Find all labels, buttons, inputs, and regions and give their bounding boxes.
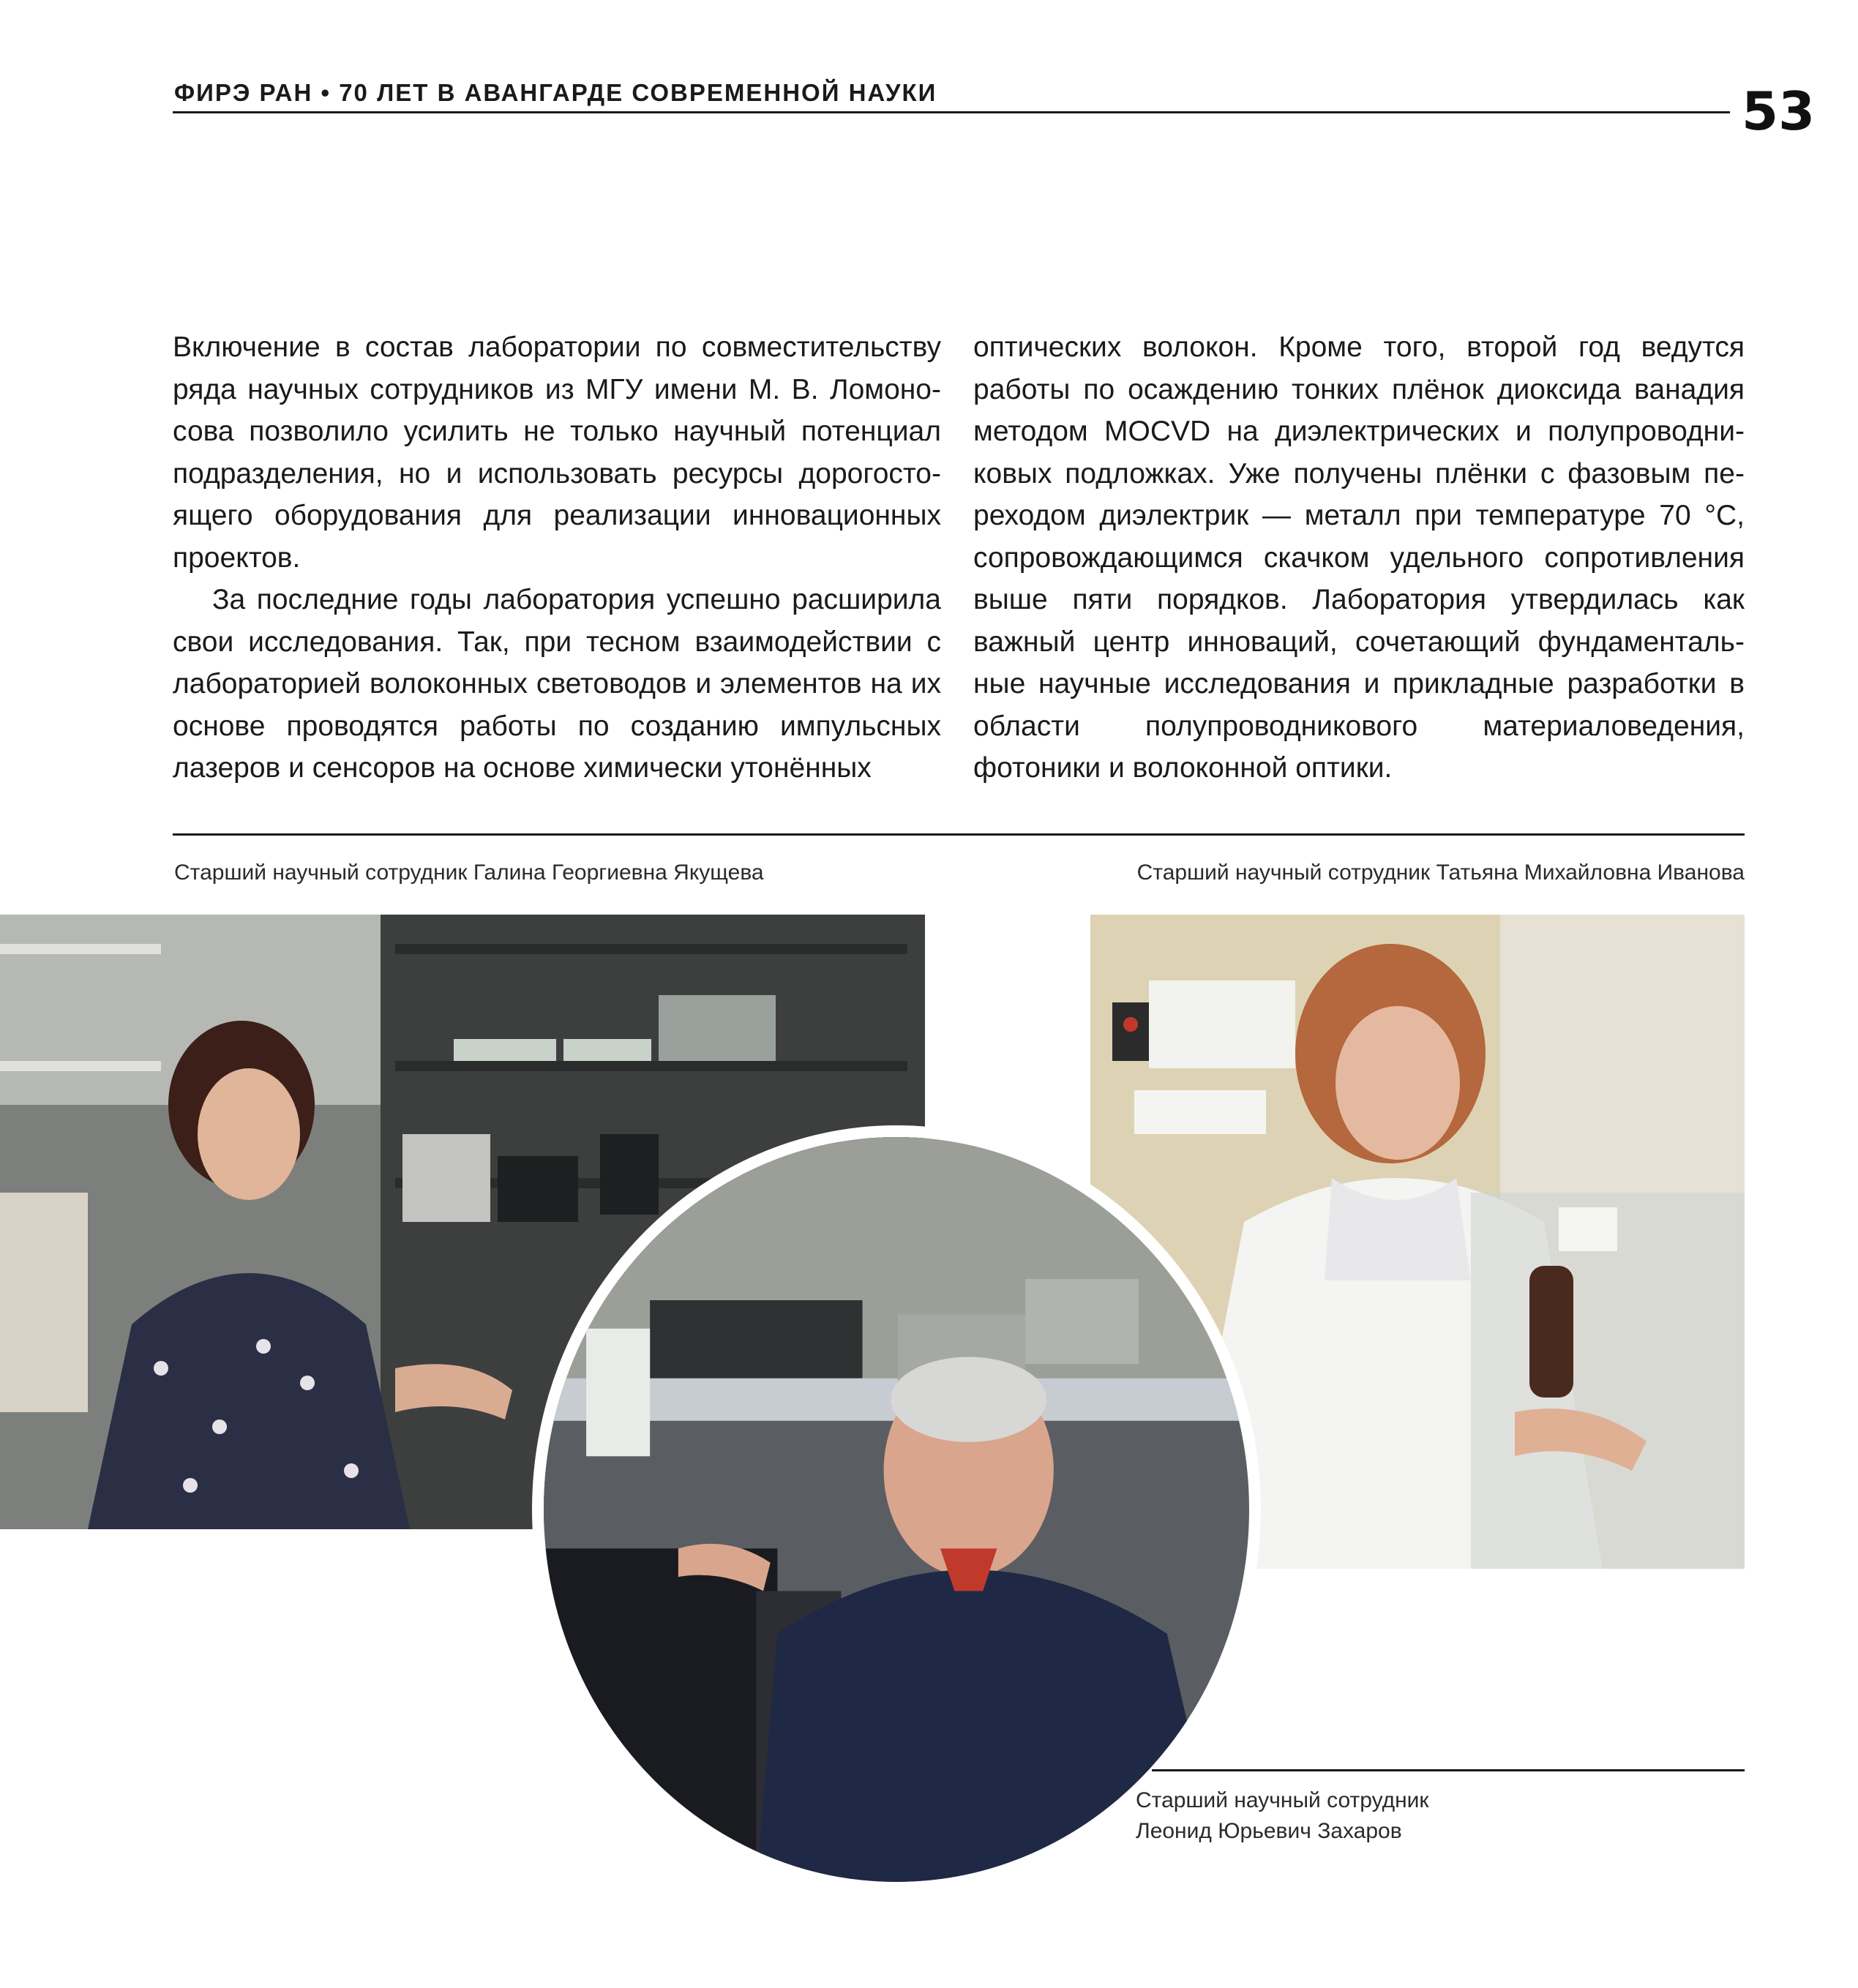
caption-circle-photo-line2: Леонид Юрьевич Захаров: [1136, 1819, 1402, 1843]
caption-rule-bottom: [1152, 1769, 1745, 1771]
article-left-column: [173, 326, 941, 789]
paragraph: Включение в состав лаборатории по совместительству ряда научных сотрудников из МГУ имени М. В. Ломоносова позволило усилить не только научный потенциал подразделения, но и использовать ресурсы дорогостоящего оборудования для реализации инновационных проектов.: [173, 331, 941, 574]
article-right-column: [973, 326, 1745, 789]
paragraph: За последние годы лаборатория успешно расширила свои исследования. Так, при тесном взаимодействии с лабораторией волоконных световодов и элементов на их основе проводятся работы по созданию импульсных лазеров и сенсоров на основе химически утонённых: [173, 584, 941, 784]
caption-left-photo: Старший научный сотрудник Галина Георгиевна Якущева: [174, 860, 764, 885]
caption-right-photo: Старший научный сотрудник Татьяна Михайловна Иванова: [1136, 860, 1745, 885]
caption-circle-photo-line1: Старший научный сотрудник: [1136, 1788, 1429, 1812]
circle-lab-photo: [532, 1125, 1261, 1894]
page-number: 53: [1742, 80, 1816, 142]
running-head: ФИРЭ РАН • 70 ЛЕТ В АВАНГАРДЕ СОВРЕМЕННОЙ НАУКИ: [174, 79, 937, 106]
caption-rule-top: [173, 833, 1745, 836]
header-rule: [173, 111, 1730, 113]
paragraph: оптических волокон. Кроме того, второй год ведутся работы по осаждению тонких плёнок диоксида ванадия методом MOCVD на диэлектрических и полупроводниковых подложках. Уже получены плёнки с фазовым переходом диэлектрик — металл при температуре 70 °C, сопровождающимся скачком удельного сопротивления выше пяти порядков. Лаборатория утвердилась как важный центр инноваций, сочетающий фундаментальные научные исследования и прикладные разработки в области полупроводникового материаловедения, фотоники и волоконной оптики.: [973, 331, 1745, 784]
